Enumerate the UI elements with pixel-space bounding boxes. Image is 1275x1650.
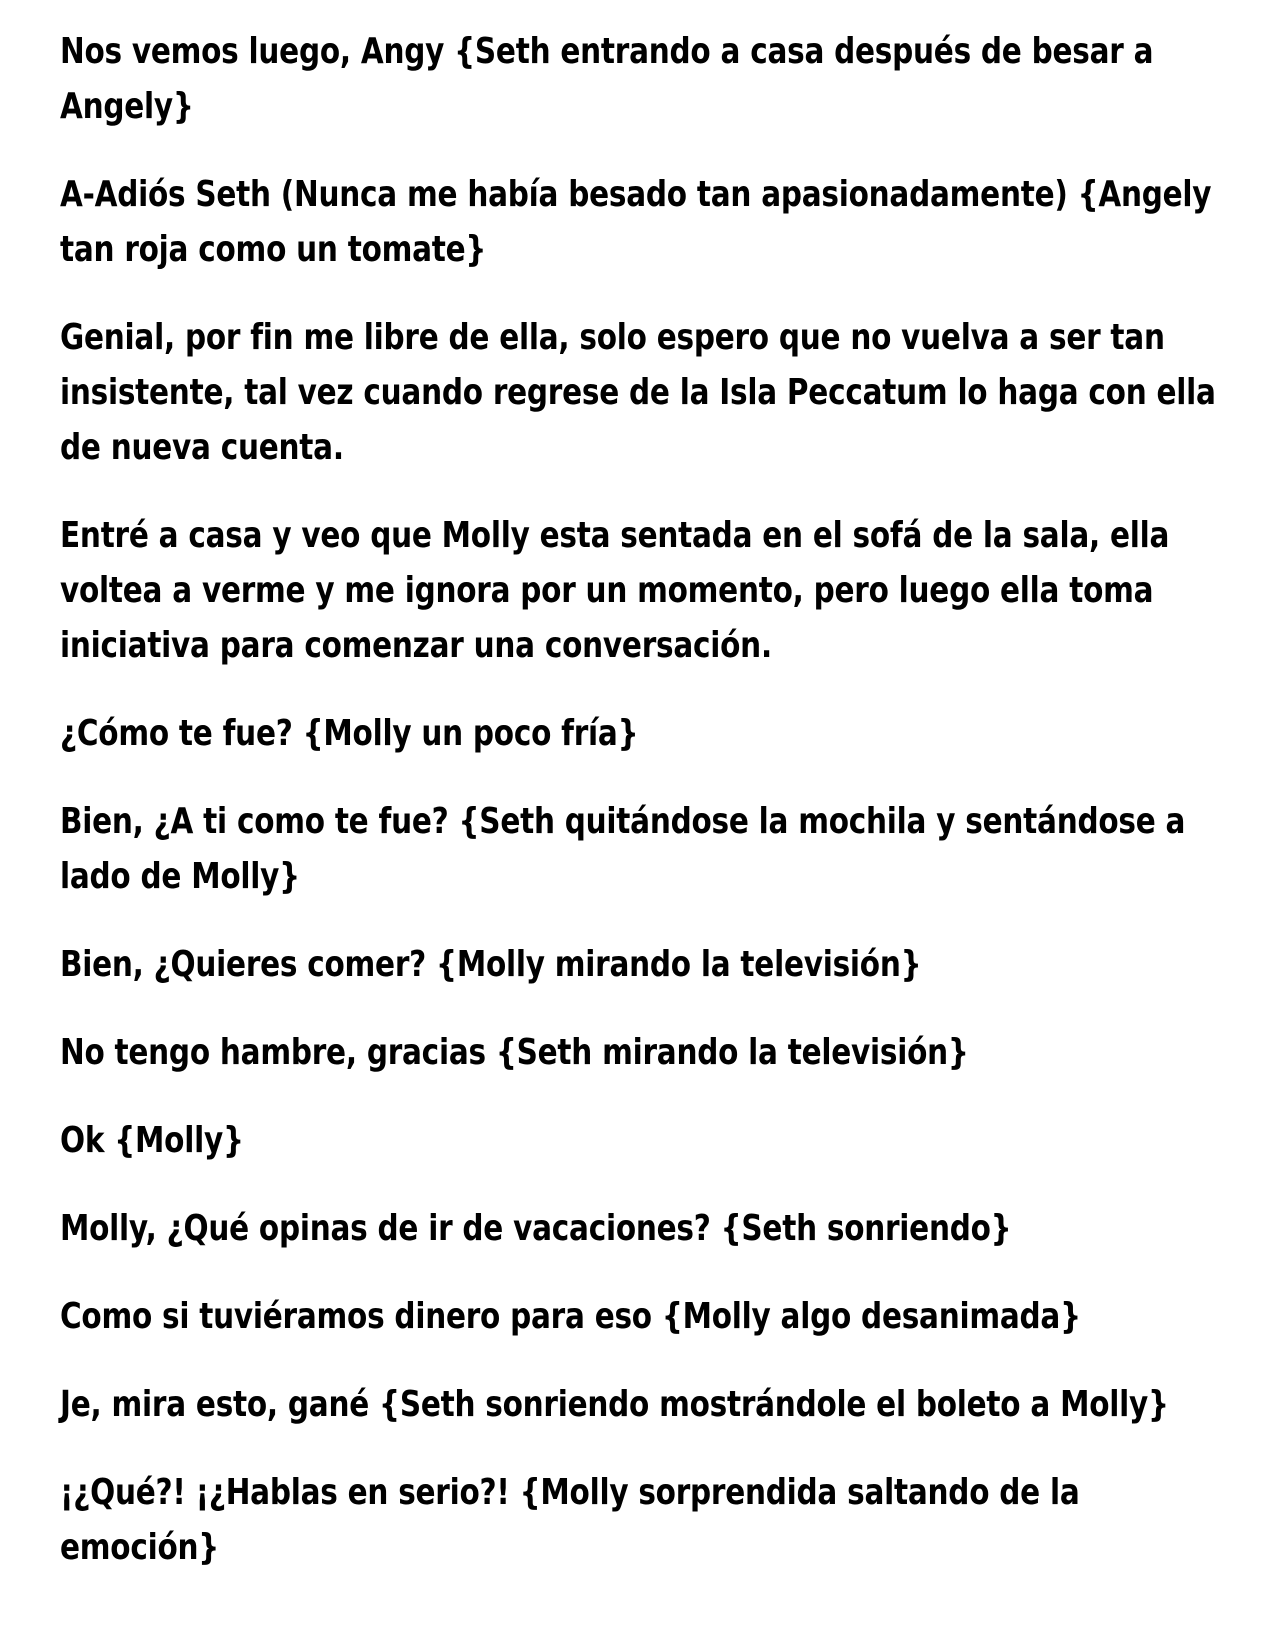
- paragraph-4: Entré a casa y veo que Molly esta sentada en el sofá de la sala, ella voltea a verme y me ignora por un momento, pero luego ella toma iniciativa para comenzar una conversación.: [60, 515, 1170, 666]
- paragraph-2: A-Adiós Seth (Nunca me había besado tan apasionadamente) {Angely tan roja como un tomate}: [60, 174, 1212, 270]
- paragraph-5: ¿Cómo te fue? {Molly un poco fría}: [60, 713, 639, 754]
- paragraph-7: Bien, ¿Quieres comer? {Molly mirando la televisión}: [60, 944, 922, 985]
- paragraph-3: Genial, por fin me libre de ella, solo espero que no vuelva a ser tan insistente, tal vez cuando regrese de la Isla Peccatum lo haga con ella de nueva cuenta.: [60, 317, 1216, 468]
- paragraph-12: Je, mira esto, gané {Seth sonriendo mostrándole el boleto a Molly}: [60, 1384, 1169, 1425]
- paragraph-10: Molly, ¿Qué opinas de ir de vacaciones? {Seth sonriendo}: [60, 1208, 1012, 1249]
- paragraph-9: Ok {Molly}: [60, 1120, 244, 1161]
- paragraph-1: Nos vemos luego, Angy {Seth entrando a casa después de besar a Angely}: [60, 31, 1154, 127]
- paragraph-8: No tengo hambre, gracias {Seth mirando la televisión}: [60, 1032, 969, 1073]
- paragraph-13: ¡¿Qué?! ¡¿Hablas en serio?! {Molly sorprendida saltando de la emoción}: [60, 1472, 1080, 1568]
- paragraph-6: Bien, ¿A ti como te fue? {Seth quitándose la mochila y sentándose a lado de Molly}: [60, 801, 1186, 897]
- document-page: [60, 24, 1220, 1608]
- paragraph-11: Como si tuviéramos dinero para eso {Molly algo desanimada}: [60, 1296, 1081, 1337]
